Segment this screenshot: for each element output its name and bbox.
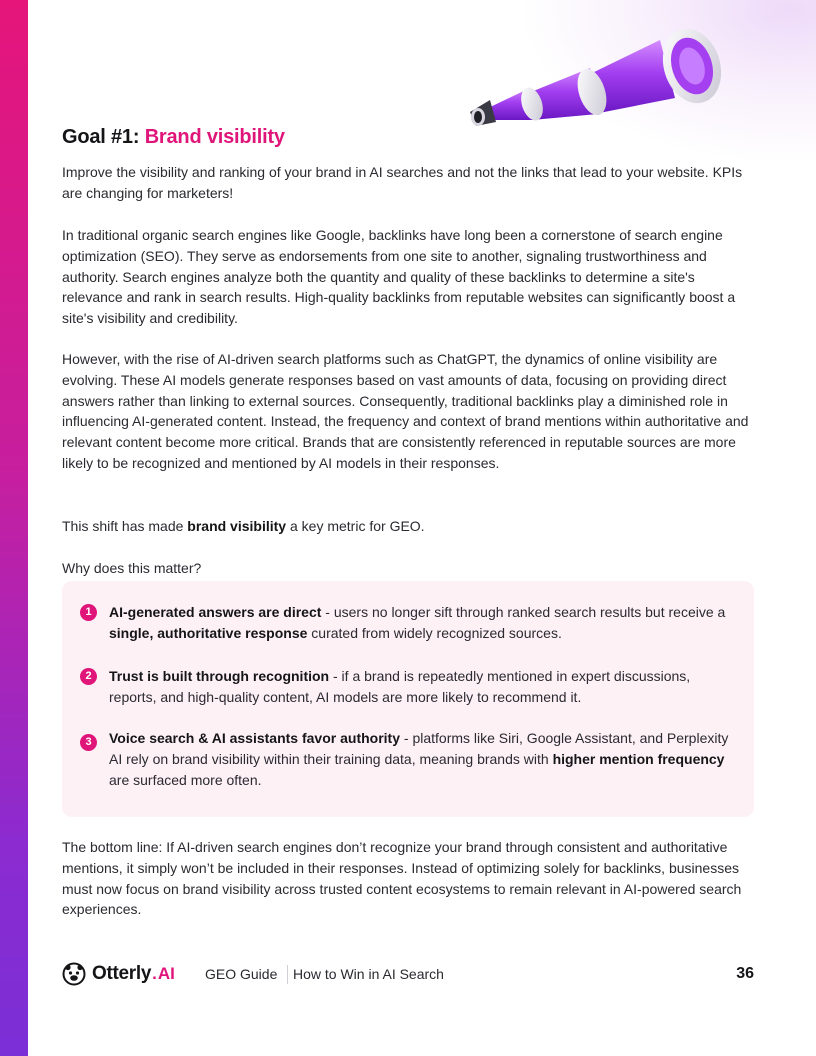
shift-paragraph: This shift has made brand visibility a key metric for GEO. [62, 518, 425, 534]
bottom-line-paragraph: The bottom line: If AI-driven search engines don’t recognize your brand through consistent and authoritative mentions, it simply won’t be included in their responses. Instead of optimizing solely for backlinks, businesses must now focus on brand visibility across trusted content ecosystems to remain relevant in AI-powered search experiences. [62, 839, 742, 918]
list-item: 2 Trust is built through recognition - if a brand is repeatedly mentioned in expert discussions, reports, and high-quality content, AI models are more likely to recommend it. [80, 666, 730, 708]
logo-wordmark: Otterly [92, 963, 152, 984]
otter-face-icon [62, 962, 86, 986]
footer-subtitle: How to Win in AI Search [293, 966, 444, 982]
number-badge: 1 [80, 604, 97, 621]
otterly-logo [62, 962, 175, 986]
list-item: 1 AI-generated answers are direct - users no longer sift through ranked search results but receive a single, authoritative response curated from widely recognized sources. [80, 602, 730, 644]
number-badge: 3 [80, 734, 97, 751]
logo-ai: AI [157, 964, 175, 983]
seo-paragraph: In traditional organic search engines like Google, backlinks have long been a cornerstone of search engine optimization (SEO). They serve as endorsements from one site to another, signaling trustworthiness and authority. Search engines analyze both the quantity and quality of these backlinks to determine a site's relevance and rank in search results. High-quality backlinks from reputable websites can significantly boost a site's visibility and credibility. [62, 227, 736, 327]
section-heading: Goal #1: Brand visibility [62, 126, 285, 148]
footer-guide-label: GEO Guide [205, 966, 278, 982]
intro-paragraph: Improve the visibility and ranking of your brand in AI searches and not the links that lead to your website. KPIs are changing for marketers! [62, 164, 743, 201]
heading-accent: Brand visibility [144, 126, 285, 148]
page-number: 36 [736, 965, 754, 982]
number-badge: 2 [80, 668, 97, 685]
page-footer [62, 960, 754, 990]
ai-paragraph: However, with the rise of AI-driven search platforms such as ChatGPT, the dynamics of online visibility are evolving. These AI models generate responses based on vast amounts of data, focusing on providing direct answers rather than linking to external sources. Consequently, traditional backlinks play a diminished role in influencing AI-generated content. Instead, the frequency and context of brand mentions within authoritative and relevant content become more critical. Brands that are consistently referenced in reputable sources are more likely to be recognized and mentioned by AI models in their responses. [62, 351, 749, 471]
callout-box [62, 581, 754, 817]
footer-divider [287, 965, 288, 984]
side-gradient-bar [0, 0, 28, 1056]
list-item: 3 Voice search & AI assistants favor authority - platforms like Siri, Google Assistant, and Perplexity AI rely on brand visibility within their training data, meaning brands with higher mention frequency are surfaced more often. [80, 728, 730, 791]
logo-dot: . [152, 964, 157, 983]
telescope-illustration [470, 22, 730, 132]
why-paragraph: Why does this matter? [62, 560, 202, 576]
